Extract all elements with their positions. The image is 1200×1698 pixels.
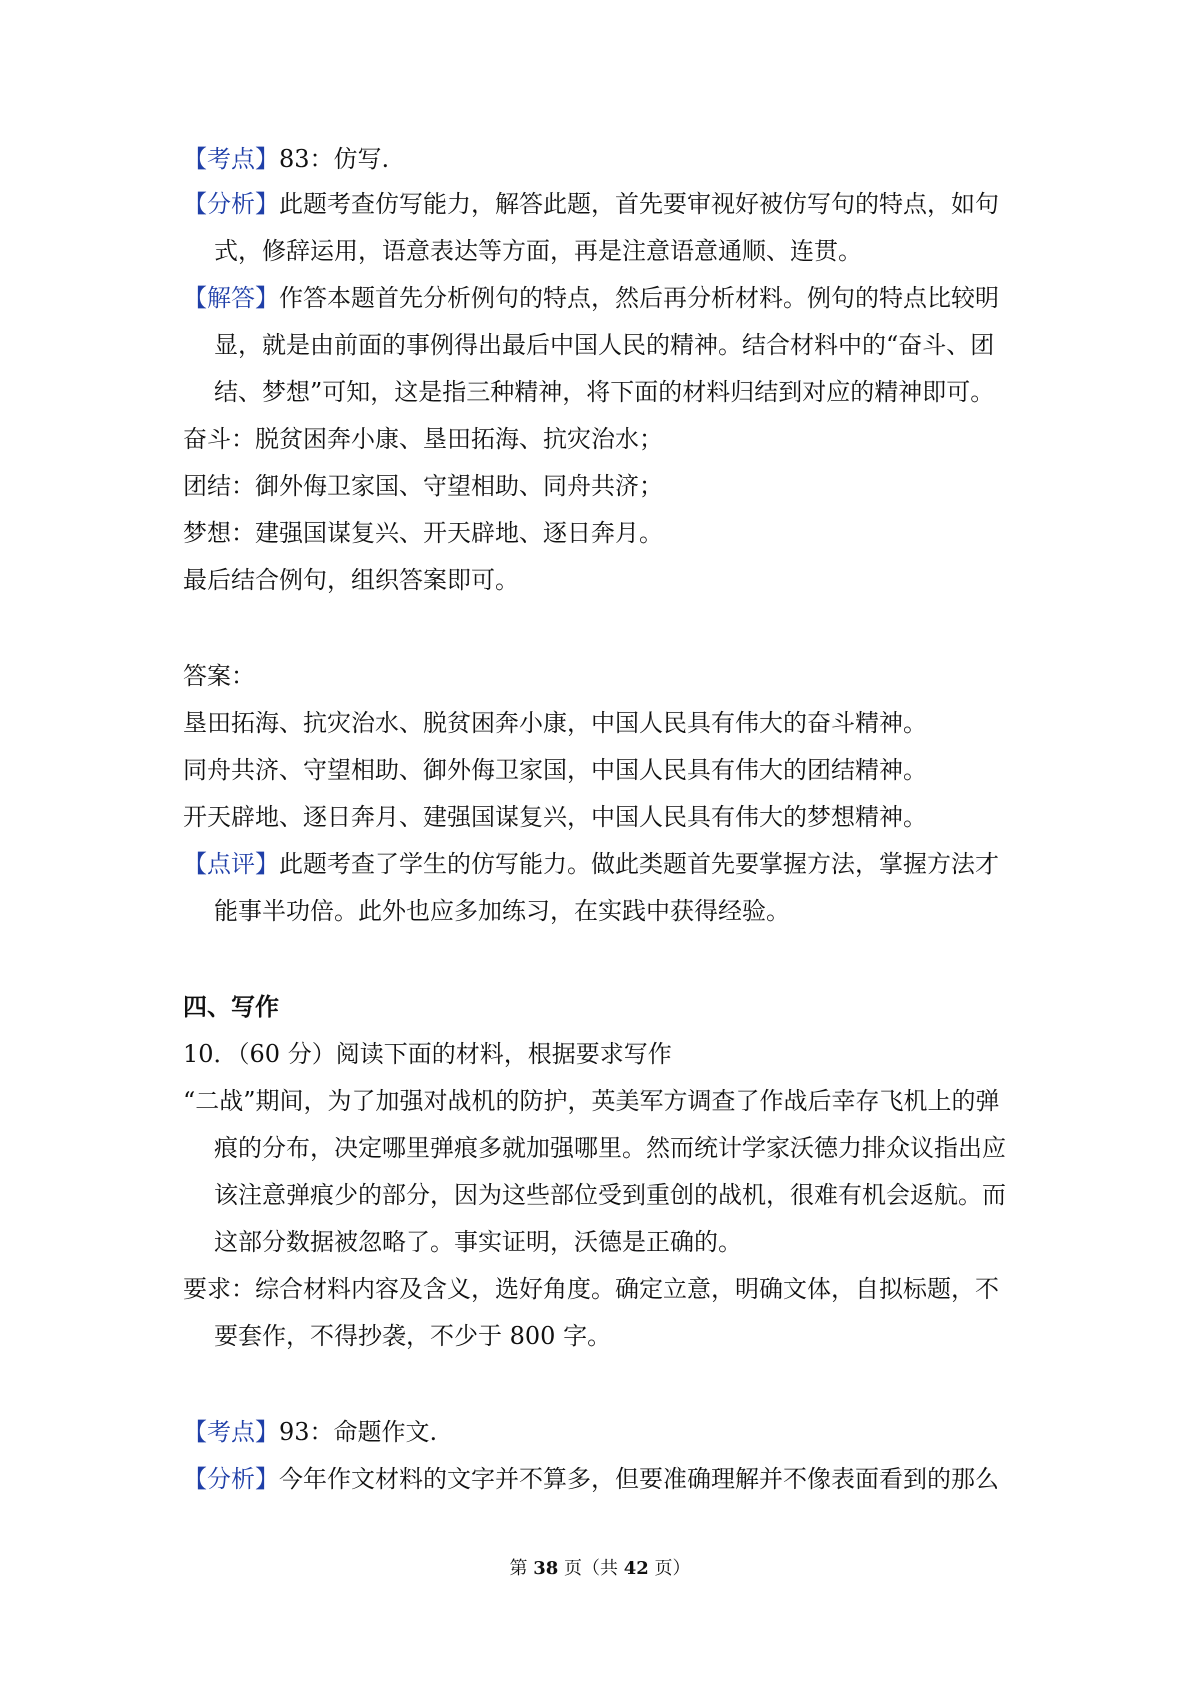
question-title: 10．（60 分）阅读下面的材料，根据要求写作 xyxy=(183,1040,672,1068)
material-line-2: 痕的分布，决定哪里弹痕多就加强哪里。然而统计学家沃德力排众议指出应 xyxy=(214,1134,1006,1162)
kaodian-line xyxy=(183,143,389,175)
answer-label: 答案： xyxy=(183,662,255,690)
fenxi-text-1: 此题考查仿写能力，解答此题，首先要审视好被仿写句的特点，如句 xyxy=(279,190,999,218)
dianping-line-2: 能事半功倍。此外也应多加练习，在实践中获得经验。 xyxy=(214,897,790,925)
answer-line-2: 同舟共济、守望相助、御外侮卫家国，中国人民具有伟大的团结精神。 xyxy=(183,756,927,784)
kaodian-2-tag: 【考点】 xyxy=(183,1418,279,1446)
footer-prefix: 第 xyxy=(509,1558,534,1579)
kaodian-tag: 【考点】 xyxy=(183,145,279,173)
jieda-text-1: 作答本题首先分析例句的特点，然后再分析材料。例句的特点比较明 xyxy=(279,284,999,312)
requirement-line-2: 要套作，不得抄袭，不少于 800 字。 xyxy=(214,1322,612,1350)
category-mengxiang: 梦想：建强国谋复兴、开天辟地、逐日奔月。 xyxy=(183,519,663,547)
dianping-line-1 xyxy=(183,848,999,880)
section-heading: 四、写作 xyxy=(183,993,279,1021)
answer-line-1: 垦田拓海、抗灾治水、脱贫困奔小康，中国人民具有伟大的奋斗精神。 xyxy=(183,709,927,737)
page-footer xyxy=(0,1557,1200,1581)
dianping-text-1: 此题考查了学生的仿写能力。做此类题首先要掌握方法，掌握方法才 xyxy=(279,850,999,878)
material-line-3: 该注意弹痕少的部分，因为这些部位受到重创的战机，很难有机会返航。而 xyxy=(214,1181,1006,1209)
fenxi-line-1 xyxy=(183,188,999,220)
fenxi-line-2: 式，修辞运用，语意表达等方面，再是注意语意通顺、连贯。 xyxy=(214,237,862,265)
category-fendou: 奋斗：脱贫困奔小康、垦田拓海、抗灾治水； xyxy=(183,425,663,453)
fenxi-tag: 【分析】 xyxy=(183,190,279,218)
jieda-line-3: 结、梦想”可知，这是指三种精神，将下面的材料归结到对应的精神即可。 xyxy=(214,378,995,406)
footer-total-pages: 42 xyxy=(623,1558,649,1579)
requirement-line-1: 要求：综合材料内容及含义，选好角度。确定立意，明确文体，自拟标题，不 xyxy=(183,1275,999,1303)
footer-page-number: 38 xyxy=(533,1558,559,1579)
fenxi-2-line-1 xyxy=(183,1463,999,1495)
material-line-1: “二战”期间，为了加强对战机的防护，英美军方调查了作战后幸存飞机上的弹 xyxy=(183,1087,1000,1115)
answer-line-3: 开天辟地、逐日奔月、建强国谋复兴，中国人民具有伟大的梦想精神。 xyxy=(183,803,927,831)
fenxi-2-tag: 【分析】 xyxy=(183,1465,279,1493)
dianping-tag: 【点评】 xyxy=(183,850,279,878)
footer-suffix: 页） xyxy=(648,1558,691,1579)
fenxi-2-text-1: 今年作文材料的文字并不算多，但要准确理解并不像表面看到的那么 xyxy=(279,1465,999,1493)
jieda-line-1 xyxy=(183,282,999,314)
material-line-4: 这部分数据被忽略了。事实证明，沃德是正确的。 xyxy=(214,1228,742,1256)
footer-middle: 页（共 xyxy=(558,1558,624,1579)
jieda-line-2: 显，就是由前面的事例得出最后中国人民的精神。结合材料中的“奋斗、团 xyxy=(214,331,995,359)
kaodian-text: 83：仿写. xyxy=(279,145,390,173)
kaodian-2-text: 93：命题作文. xyxy=(279,1418,438,1446)
category-tuanjie: 团结：御外侮卫家国、守望相助、同舟共济； xyxy=(183,472,663,500)
jieda-tag: 【解答】 xyxy=(183,284,279,312)
kaodian-2-line xyxy=(183,1416,437,1448)
final-note: 最后结合例句，组织答案即可。 xyxy=(183,566,519,594)
